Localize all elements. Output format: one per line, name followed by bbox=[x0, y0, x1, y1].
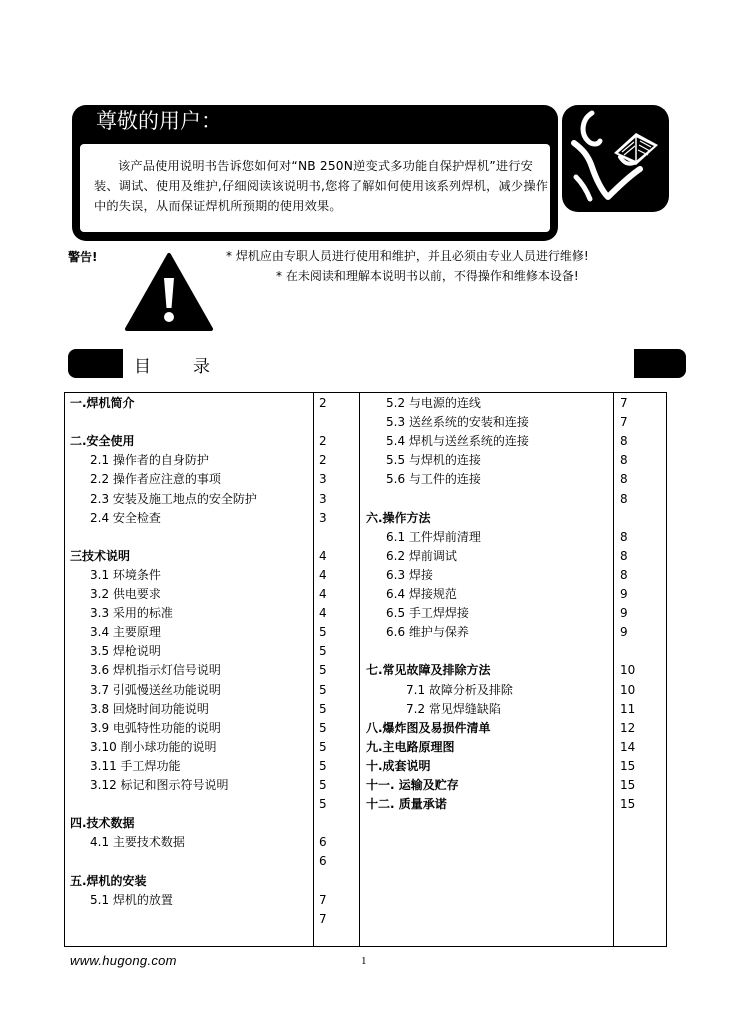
toc-entry: 3.5 焊枪说明 bbox=[90, 644, 161, 659]
warning-label: 警告! bbox=[68, 250, 98, 264]
toc-page-number: 2 bbox=[319, 396, 327, 410]
greeting-text bbox=[94, 156, 556, 216]
toc-page-number: 5 bbox=[319, 778, 327, 792]
toc-entry: 7.2 常见焊缝缺陷 bbox=[406, 701, 501, 716]
footer-page-number: 1 bbox=[361, 955, 367, 967]
warning-exclamation-icon bbox=[124, 252, 214, 332]
toc-page-number: 3 bbox=[319, 491, 327, 506]
toc-page-number: 9 bbox=[620, 606, 628, 621]
toc-entry: 3.2 供电要求 bbox=[90, 587, 161, 601]
toc-page-number: 6 bbox=[319, 854, 327, 869]
toc-page-number: 8 bbox=[620, 529, 628, 544]
greeting-paragraph: 该产品使用说明书告诉您如何对“NB 250N逆变式多功能自保护焊机”进行安装、调试、使用及维护,仔细阅读该说明书,您将了解如何使用该系列焊机，减少操作中的失误，从而保证焊机所预期的使用效果。 bbox=[94, 159, 549, 213]
toc-page-number: 4 bbox=[319, 587, 327, 601]
toc-entry: 3.4 主要原理 bbox=[90, 625, 161, 640]
toc-entry: 5.6 与工件的连接 bbox=[386, 472, 481, 487]
toc-entry: 6.1 工件焊前清理 bbox=[386, 529, 481, 544]
toc-page-number: 10 bbox=[620, 663, 636, 678]
toc-entry: 三技术说明 bbox=[70, 548, 131, 563]
toc-entry: 3.6 焊机指示灯信号说明 bbox=[90, 663, 221, 678]
toc-page-number: 5 bbox=[319, 758, 327, 773]
toc-entry: 5.4 焊机与送丝系统的连接 bbox=[386, 434, 529, 449]
toc-page-number: 12 bbox=[620, 720, 636, 735]
toc-entry: 6.3 焊接 bbox=[386, 567, 433, 582]
toc-page-number: 8 bbox=[620, 434, 628, 449]
toc-entry: 六.操作方法 bbox=[366, 510, 431, 525]
toc-column-divider bbox=[313, 392, 314, 947]
toc-entry: 五.焊机的安装 bbox=[70, 873, 147, 888]
toc-entry: 3.1 环境条件 bbox=[90, 567, 161, 582]
toc-entry: 3.12 标记和图示符号说明 bbox=[90, 778, 229, 792]
toc-entry: 九.主电路原理图 bbox=[366, 739, 455, 754]
greeting-title: 尊敬的用户： bbox=[96, 109, 222, 133]
toc-entry: 八.爆炸图及易损件清单 bbox=[366, 720, 491, 735]
toc-page-number: 5 bbox=[319, 644, 327, 659]
footer-url: www.hugong.com bbox=[70, 953, 177, 968]
toc-page-number: 4 bbox=[319, 606, 327, 621]
toc-entry: 2.2 操作者应注意的事项 bbox=[90, 472, 221, 487]
toc-entry: 十二. 质量承诺 bbox=[366, 797, 447, 812]
toc-page-number: 8 bbox=[620, 472, 628, 487]
toc-entry: 5.3 送丝系统的安装和连接 bbox=[386, 415, 529, 430]
toc-entry: 二.安全使用 bbox=[70, 434, 135, 449]
toc-page-number: 2 bbox=[319, 434, 327, 449]
toc-entry: 七.常见故障及排除方法 bbox=[366, 663, 491, 678]
toc-page-number: 11 bbox=[620, 701, 636, 716]
toc-entry: 6.4 焊接规范 bbox=[386, 587, 457, 601]
toc-page-number: 5 bbox=[319, 720, 327, 735]
reader-with-book-icon bbox=[562, 105, 669, 212]
warning-line-2: * 在未阅读和理解本说明书以前，不得操作和维修本设备! bbox=[276, 269, 579, 283]
toc-page-number: 5 bbox=[319, 797, 327, 812]
toc-entry: 3.11 手工焊功能 bbox=[90, 758, 181, 773]
toc-page-number: 7 bbox=[620, 415, 628, 430]
toc-entry: 2.1 操作者的自身防护 bbox=[90, 453, 209, 468]
toc-page-number: 5 bbox=[319, 625, 327, 640]
toc-entry: 3.10 削小球功能的说明 bbox=[90, 739, 217, 754]
toc-entry: 3.9 电弧特性功能的说明 bbox=[90, 720, 221, 735]
toc-page-number: 15 bbox=[620, 758, 636, 773]
toc-entry: 6.2 焊前调试 bbox=[386, 548, 457, 563]
toc-page-number: 8 bbox=[620, 548, 628, 563]
toc-page-number: 3 bbox=[319, 472, 327, 487]
toc-entry: 2.4 安全检查 bbox=[90, 510, 161, 525]
toc-page-number: 7 bbox=[319, 892, 327, 907]
toc-page-number: 8 bbox=[620, 453, 628, 468]
toc-entry: 3.3 采用的标准 bbox=[90, 606, 173, 621]
toc-entry: 3.7 引弧慢送丝功能说明 bbox=[90, 682, 221, 697]
toc-page-number: 14 bbox=[620, 739, 636, 754]
toc-entry: 5.1 焊机的放置 bbox=[90, 892, 173, 907]
toc-page-number: 5 bbox=[319, 682, 327, 697]
toc-entry: 6.5 手工焊焊接 bbox=[386, 606, 469, 621]
toc-page-number: 8 bbox=[620, 491, 628, 506]
toc-entry: 3.8 回烧时间功能说明 bbox=[90, 701, 209, 716]
toc-column-divider bbox=[613, 392, 614, 947]
toc-entry: 十.成套说明 bbox=[366, 758, 431, 773]
toc-page-number: 15 bbox=[620, 797, 636, 812]
toc-page-number: 7 bbox=[319, 911, 327, 926]
toc-page-number: 3 bbox=[319, 510, 327, 525]
toc-page-number: 5 bbox=[319, 663, 327, 678]
toc-entry: 6.6 维护与保养 bbox=[386, 625, 469, 640]
toc-page-number: 7 bbox=[620, 396, 628, 410]
toc-page-number: 5 bbox=[319, 701, 327, 716]
toc-entry: 十一. 运输及贮存 bbox=[366, 778, 459, 792]
toc-page-number: 2 bbox=[319, 453, 327, 468]
toc-page-number: 15 bbox=[620, 778, 636, 792]
toc-page-number: 5 bbox=[319, 739, 327, 754]
toc-entry: 2.3 安装及施工地点的安全防护 bbox=[90, 491, 257, 506]
warning-line-1: * 焊机应由专职人员进行使用和维护，并且必须由专业人员进行维修! bbox=[226, 249, 589, 263]
toc-entry: 5.2 与电源的连线 bbox=[386, 396, 481, 410]
toc-entry: 一.焊机简介 bbox=[70, 396, 135, 410]
toc-entry: 4.1 主要技术数据 bbox=[90, 835, 185, 850]
toc-page-number: 9 bbox=[620, 587, 628, 601]
toc-entry: 四.技术数据 bbox=[70, 816, 135, 831]
toc-page-number: 9 bbox=[620, 625, 628, 640]
toc-column-divider bbox=[359, 392, 360, 947]
toc-page-number: 10 bbox=[620, 682, 636, 697]
toc-page-number: 8 bbox=[620, 567, 628, 582]
toc-page-number: 4 bbox=[319, 548, 327, 563]
toc-page-number: 6 bbox=[319, 835, 327, 850]
toc-heading: 目录 bbox=[134, 357, 252, 377]
toc-entry: 5.5 与焊机的连接 bbox=[386, 453, 481, 468]
toc-page-number: 4 bbox=[319, 567, 327, 582]
toc-entry: 7.1 故障分析及排除 bbox=[406, 682, 513, 697]
